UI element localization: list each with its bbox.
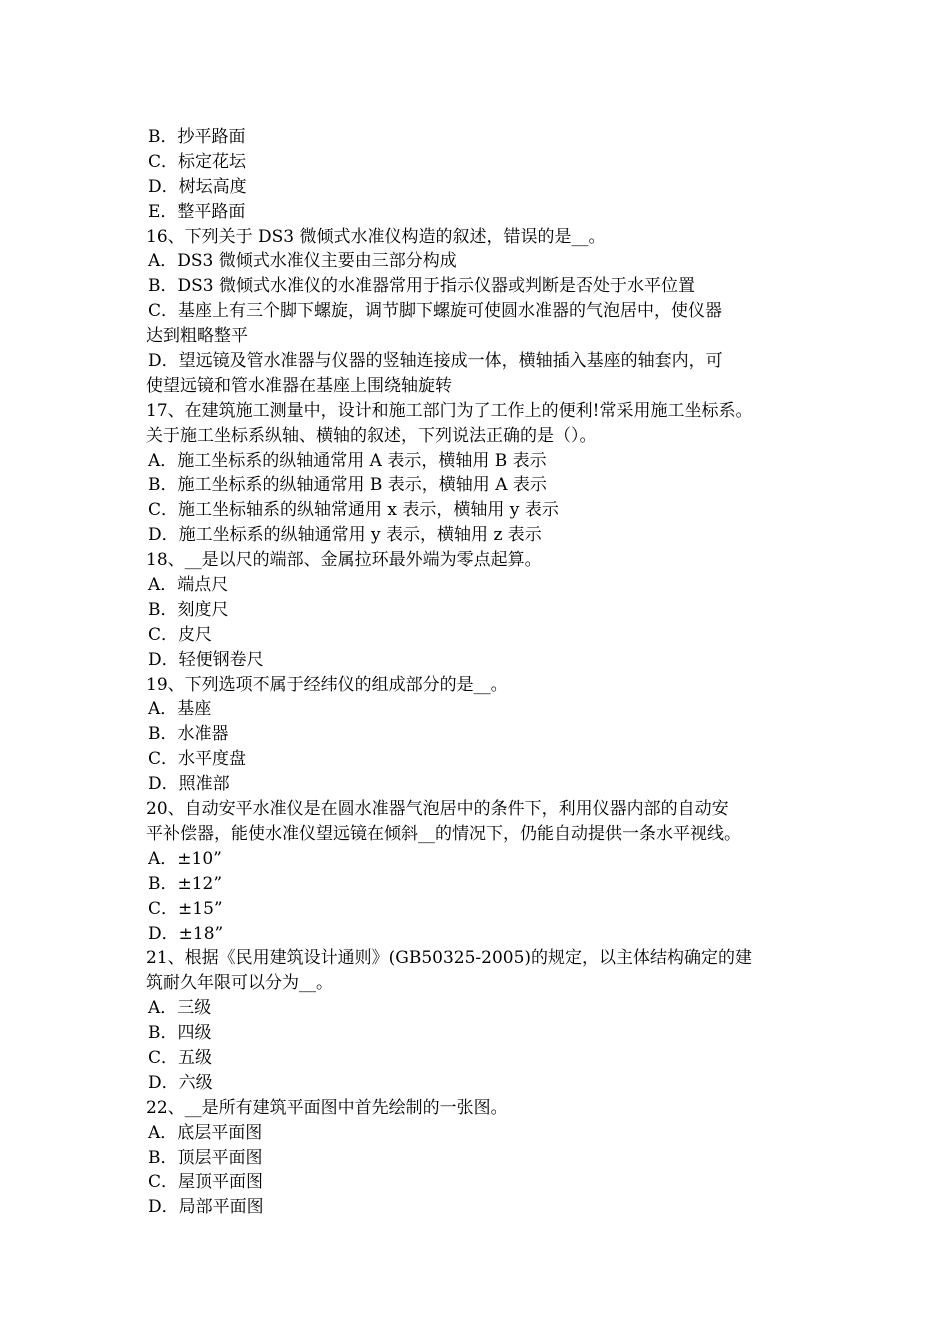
question-text-continued: 使望远镜和管水准器在基座上围绕轴旋转 <box>146 375 452 396</box>
answer-option: B．顶层平面图 <box>148 1147 263 1168</box>
answer-option: B．抄平路面 <box>148 127 246 147</box>
answer-option: D．望远镜及管水准器与仪器的竖轴连接成一体，横轴插入基座的轴套内，可 <box>148 351 723 372</box>
answer-option: C．皮尺 <box>148 624 213 645</box>
answer-option: A．端点尺 <box>148 575 229 596</box>
question-text-continued: 达到粗略整平 <box>146 326 248 347</box>
question-text: 22、__是所有建筑平面图中首先绘制的一张图。 <box>146 1097 508 1118</box>
answer-option: A．DS3 微倾式水准仪主要由三部分构成 <box>148 251 457 272</box>
question-text: 17、在建筑施工测量中，设计和施工部门为了工作上的便利!常采用施工坐标系。 <box>146 400 753 421</box>
answer-option: A．三级 <box>148 998 212 1019</box>
answer-option: A．基座 <box>148 699 212 720</box>
answer-option: E．整平路面 <box>148 201 246 222</box>
answer-option: C．水平度盘 <box>148 749 247 770</box>
answer-option: D．施工坐标系的纵轴通常用 y 表示，横轴用 z 表示 <box>148 525 542 546</box>
answer-option: C．基座上有三个脚下螺旋，调节脚下螺旋可使圆水准器的气泡居中，使仪器 <box>148 301 723 322</box>
answer-option: B．±12” <box>148 873 223 894</box>
answer-option: B．施工坐标系的纵轴通常用 B 表示，横轴用 A 表示 <box>148 475 547 496</box>
question-text: 21、根据《民用建筑设计通则》(GB50325-2005)的规定，以主体结构确定的建 <box>146 948 753 969</box>
document-page <box>146 125 826 1220</box>
answer-option: A．施工坐标系的纵轴通常用 A 表示，横轴用 B 表示 <box>148 450 547 471</box>
answer-option: C．±15” <box>148 898 223 919</box>
answer-option: D．照准部 <box>148 774 230 795</box>
question-text-continued: 平补偿器，能使水准仪望远镜在倾斜__的情况下，仍能自动提供一条水平视线。 <box>146 823 741 844</box>
answer-option: C．五级 <box>148 1047 213 1068</box>
answer-option: C．标定花坛 <box>148 151 247 172</box>
question-text: 20、自动安平水准仪是在圆水准器气泡居中的条件下，利用仪器内部的自动安 <box>146 799 729 820</box>
answer-option: D．轻便钢卷尺 <box>148 649 264 670</box>
answer-option: D．局部平面图 <box>148 1197 264 1218</box>
answer-option: D．六级 <box>148 1072 213 1093</box>
answer-option: A．底层平面图 <box>148 1122 263 1143</box>
answer-option: C．屋顶平面图 <box>148 1172 264 1193</box>
answer-option: A．±10” <box>148 848 222 869</box>
answer-option: D．树坛高度 <box>148 176 247 197</box>
question-text: 18、__是以尺的端部、金属拉环最外端为零点起算。 <box>146 550 542 571</box>
question-text-continued: 筑耐久年限可以分为__。 <box>146 973 333 994</box>
question-text-continued: 关于施工坐标系纵轴、横轴的叙述，下列说法正确的是（）。 <box>146 425 597 446</box>
question-text: 16、下列关于 DS3 微倾式水准仪构造的叙述，错误的是__。 <box>146 226 606 247</box>
answer-option: C．施工坐标轴系的纵轴常通用 x 表示，横轴用 y 表示 <box>148 500 559 521</box>
answer-option: B．四级 <box>148 1023 212 1044</box>
answer-option: B．DS3 微倾式水准仪的水准器常用于指示仪器或判断是否处于水平位置 <box>148 276 695 297</box>
answer-option: D．±18” <box>148 923 224 944</box>
answer-option: B．刻度尺 <box>148 599 229 620</box>
question-text: 19、下列选项不属于经纬仪的组成部分的是__。 <box>146 674 508 695</box>
answer-option: B．水准器 <box>148 724 229 745</box>
